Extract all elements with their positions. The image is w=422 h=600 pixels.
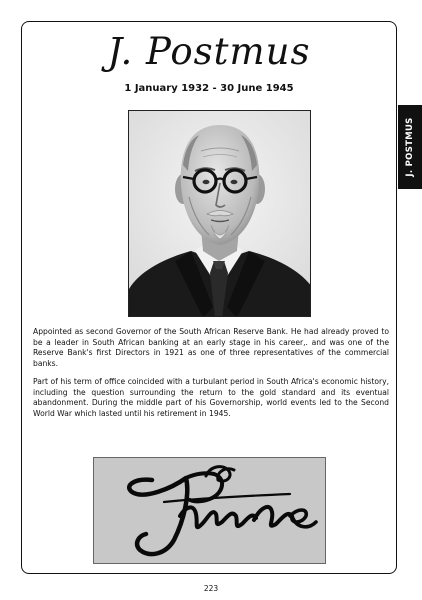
portrait-photo	[128, 110, 311, 317]
biography-paragraph-1: Appointed as second Governor of the South African Reserve Bank. He had already proved to be a leader in South African banking at an early stage in his career,. and was one of the Reserve Bank's first Directors in 1921 as one of three representatives of the commercial banks.	[33, 327, 389, 368]
signature-image	[93, 457, 326, 564]
term-dates: 1 January 1932 - 30 June 1945	[124, 83, 294, 94]
chapter-tab-label: J. POSTMUS	[405, 117, 415, 177]
page-title: J. Postmus	[107, 30, 311, 73]
chapter-tab	[398, 105, 422, 189]
biography-paragraph-2: Part of his term of office coincided with a turbulant period in South Africa's economic history, including the question surrounding the return to the gold standard and its eventual abandonment. During the middle part of his Governorship, world events led to the Second World War which lasted until his retirement in 1945.	[33, 377, 389, 418]
page-number: 223	[203, 584, 219, 593]
